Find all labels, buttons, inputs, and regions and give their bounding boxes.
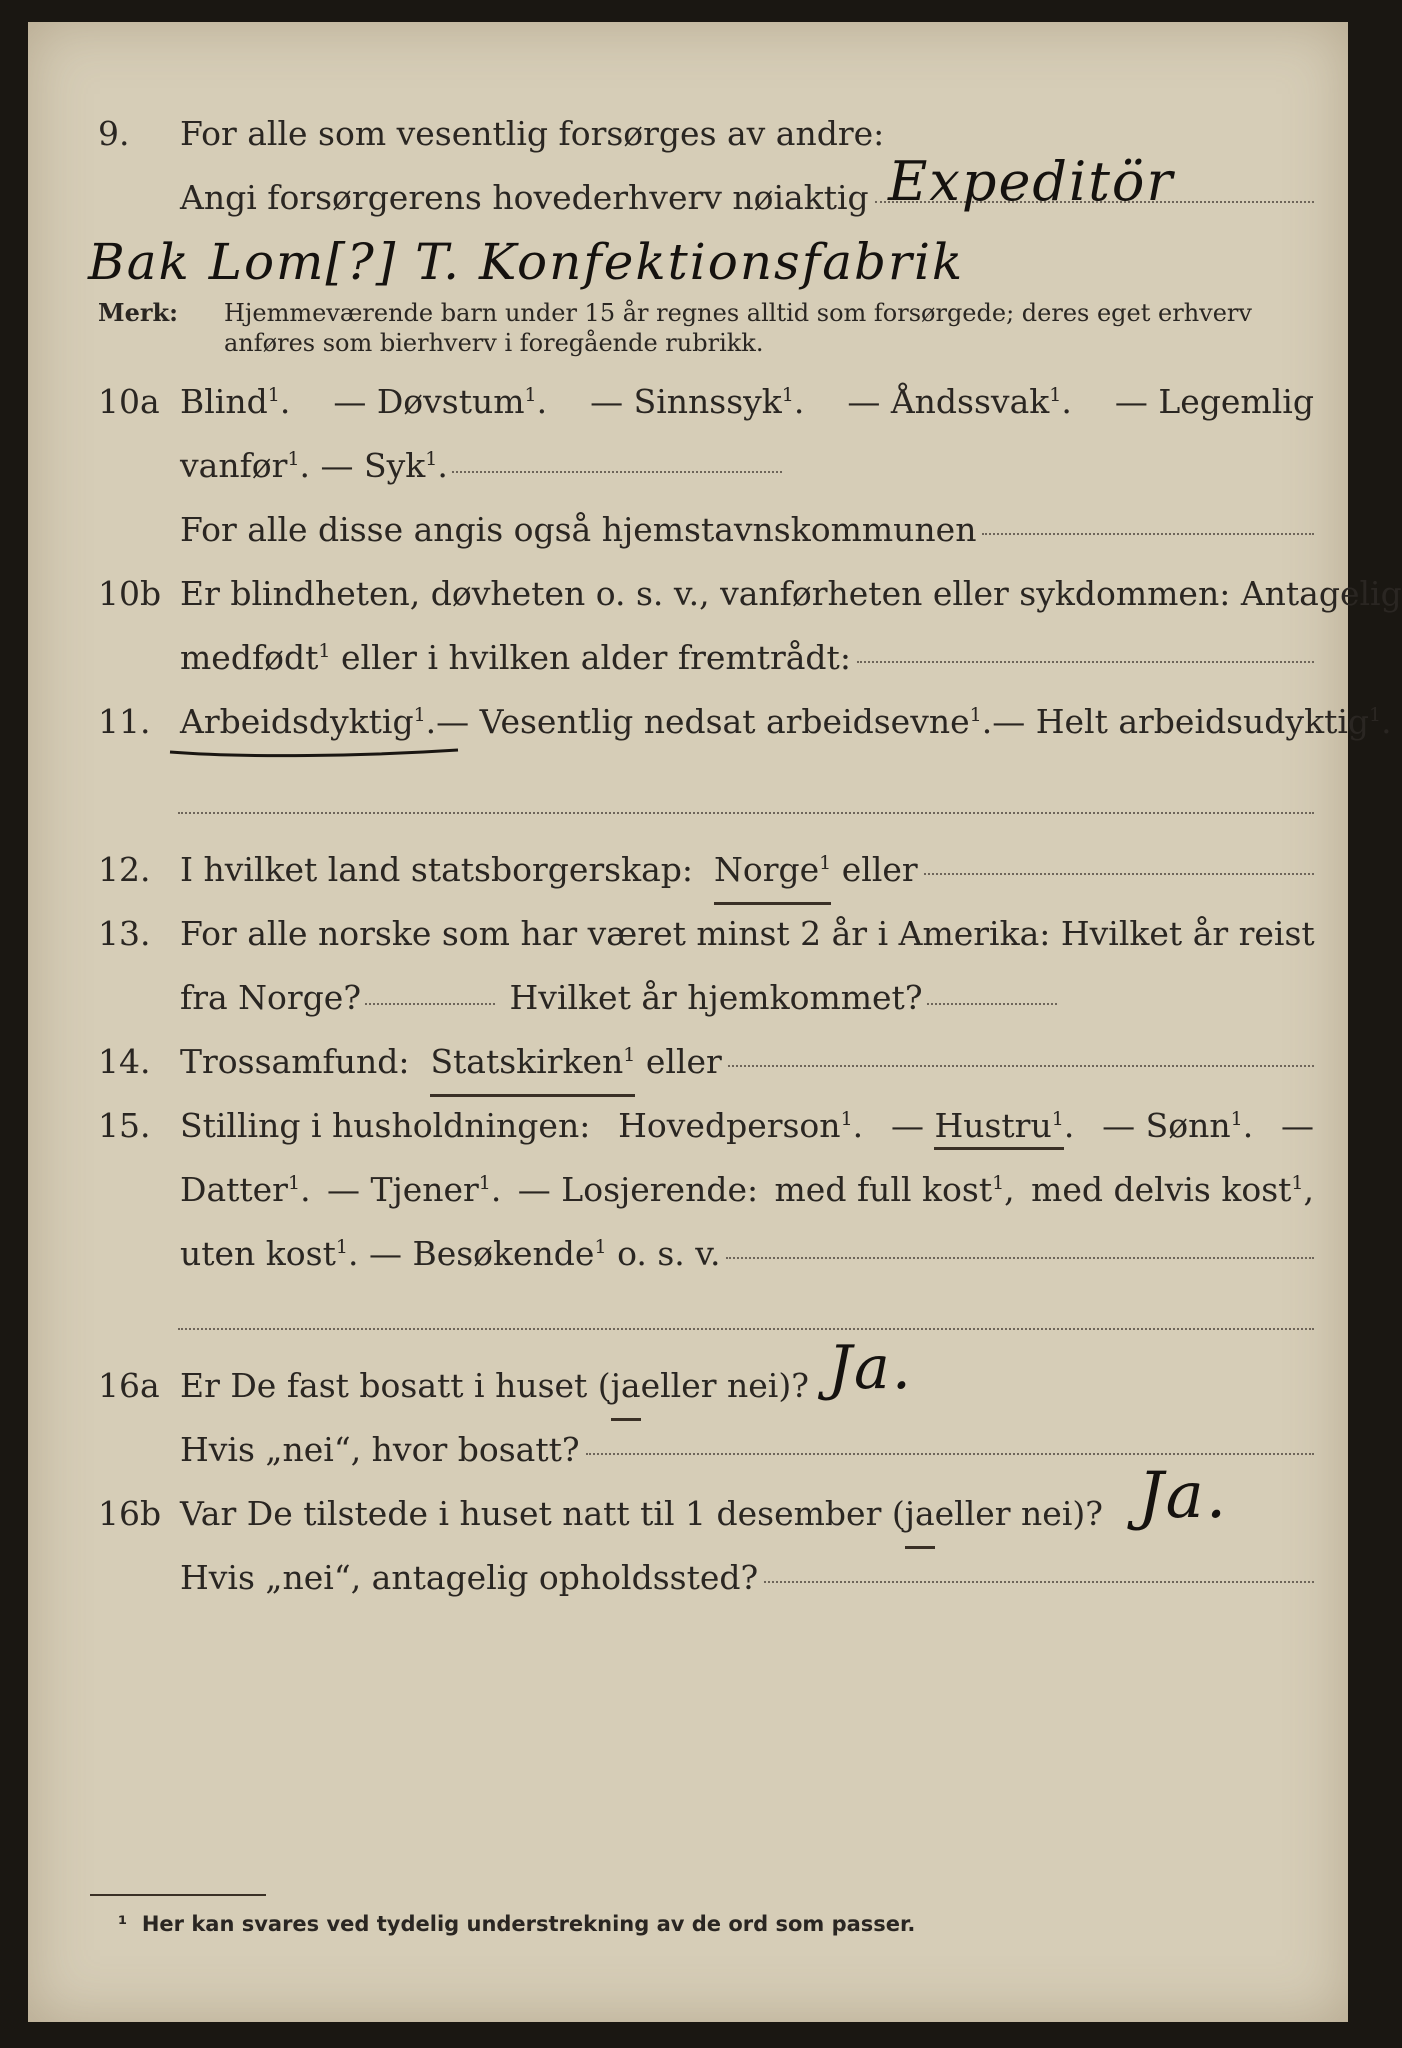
q16b-question-start: Var De tilstede i huset natt til 1 desember (	[180, 1494, 905, 1533]
opt-sonn: — Sønn$^1$.	[1102, 1106, 1254, 1145]
opt-hustru: Hustru$^1$	[934, 1106, 1063, 1150]
opt-syk: — Syk$^1$.	[320, 446, 448, 485]
opt-losjerende: — Losjerende:	[517, 1170, 759, 1209]
opt-blind: Blind$^1$.	[180, 382, 291, 421]
q16b-row-2	[28, 1548, 1348, 1608]
opt-vanfor: vanfør$^1$.	[180, 446, 311, 485]
q13-return-field[interactable]	[927, 969, 1057, 1005]
footnote-text: Her kan svares ved tydelig understrekning av de ord som passer.	[141, 1912, 916, 1936]
q13-number: 13.	[98, 914, 151, 953]
q16b-question-end: eller nei)?	[934, 1494, 1103, 1533]
note-label: Merk:	[98, 298, 178, 327]
q10a-home-municipality-field[interactable]	[982, 499, 1314, 535]
footnote-mark: ¹	[118, 1912, 128, 1936]
q15-row-1: 15. Stilling i husholdningen: Hovedperson$^1$. — Hustru$^1$. — Sønn$^1$. —	[28, 1096, 1348, 1156]
q13-return-label: Hvilket år hjemkommet?	[509, 978, 923, 1017]
opt-norge: Norge$^1$	[714, 840, 831, 905]
q13-left-field[interactable]	[365, 969, 495, 1005]
q10b-number: 10b	[98, 574, 162, 613]
note-line-2: anføres som bierhverv i foregående rubrikk.	[224, 329, 764, 357]
opt-arbeidsudyktig: — Helt arbeidsudyktig$^1$.	[992, 702, 1392, 741]
q16b-number: 16b	[98, 1494, 162, 1533]
q13-row-1	[28, 904, 1348, 964]
q9-question: For alle som vesentlig forsørges av andre:	[180, 114, 885, 153]
q14-other-field[interactable]	[728, 1031, 1314, 1067]
q10a-home-municipality-label: For alle disse angis også hjemstavnskommunen	[180, 510, 977, 549]
q12-or: eller	[841, 850, 918, 889]
q11-empty-line[interactable]	[178, 792, 1314, 814]
q14-row	[28, 1032, 1348, 1092]
census-form-page	[28, 22, 1402, 2022]
q10b-age-label: eller i hvilken alder fremtrådt:	[341, 638, 851, 677]
q15-row-3	[28, 1224, 1348, 1284]
q12-other-country-field[interactable]	[924, 839, 1314, 875]
opt-besokende: — Besøkende$^1$	[368, 1234, 607, 1273]
opt-arbeidsdyktig: Arbeidsdyktig$^1$.	[180, 702, 437, 741]
q15-empty-line[interactable]	[178, 1308, 1314, 1330]
opt-hovedperson: Hovedperson$^1$.	[618, 1106, 864, 1145]
q11-number: 11.	[98, 702, 151, 741]
q13-row-2	[28, 968, 1348, 1028]
q15-row-2	[28, 1160, 1348, 1220]
q10a-row-2	[28, 436, 1348, 496]
q9-handwritten-answer-occupation: Expeditör	[888, 150, 1175, 213]
opt-datter: Datter$^1$.	[180, 1170, 311, 1209]
q9-handwritten-answer-employer: Bak Lom[?] T. Konfektionsfabrik	[88, 233, 965, 291]
note-line-1: Hjemmeværende barn under 15 år regnes alltid som forsørgede; deres eget erhverv	[224, 299, 1252, 327]
q12-question: I hvilket land statsborgerskap:	[180, 850, 694, 889]
opt-uten-kost: uten kost$^1$.	[180, 1234, 359, 1273]
q13-left-label: fra Norge?	[180, 978, 362, 1017]
q9-number: 9.	[98, 114, 130, 153]
footnote-rule	[90, 1894, 266, 1896]
q16b-place-field[interactable]	[764, 1547, 1314, 1583]
q15-question: Stilling i husholdningen:	[180, 1106, 591, 1145]
q10a-row-1	[28, 372, 1348, 432]
q12-number: 12.	[98, 850, 151, 889]
opt-16a-ja: ja	[611, 1356, 641, 1421]
q10b-row-1	[28, 564, 1402, 624]
footnote	[118, 1912, 915, 1936]
q16b-place-label: Hvis „nei“, antagelig opholdssted?	[180, 1558, 759, 1597]
q10a-number: 10a	[98, 382, 160, 421]
q10b-age-field[interactable]	[857, 627, 1314, 663]
q16a-question-start: Er De fast bosatt i huset (	[180, 1366, 611, 1405]
q16a-where-field[interactable]	[586, 1419, 1314, 1455]
q15-etc: o. s. v.	[617, 1234, 721, 1273]
opt-statskirken: Statskirken$^1$	[430, 1032, 635, 1097]
q11-handwritten-underline	[166, 740, 466, 760]
q16a-row-1	[28, 1356, 1348, 1416]
q15-other-field[interactable]	[726, 1223, 1314, 1259]
q16a-handwritten-answer: Ja.	[828, 1333, 913, 1403]
q16a-question-end: eller nei)?	[640, 1366, 809, 1405]
opt-dovstum: — Døvstum$^1$.	[333, 382, 548, 421]
q16a-number: 16a	[98, 1366, 160, 1405]
opt-medfodt: medfødt$^1$	[180, 638, 331, 677]
opt-tjener: — Tjener$^1$.	[326, 1170, 502, 1209]
opt-16b-ja: ja	[905, 1484, 935, 1549]
q12-row	[28, 840, 1348, 900]
q15-number: 15.	[98, 1106, 151, 1145]
opt-nedsat: — Vesentlig nedsat arbeidsevne$^1$.	[436, 702, 993, 741]
q10b-row-2	[28, 628, 1348, 688]
q13-question: For alle norske som har været minst 2 år i Amerika: Hvilket år reist	[180, 914, 1315, 953]
q9-provider-label: Angi forsørgerens hovederhverv nøiaktig	[180, 178, 869, 217]
opt-legemlig: — Legemlig	[1114, 382, 1314, 421]
opt-andssvak: — Åndssvak$^1$.	[847, 382, 1072, 421]
opt-delvis-kost: med delvis kost$^1$,	[1031, 1170, 1314, 1209]
opt-sinnssyk: — Sinnssyk$^1$.	[590, 382, 805, 421]
q14-number: 14.	[98, 1042, 151, 1081]
q10a-syk-field[interactable]	[452, 437, 782, 473]
opt-full-kost: med full kost$^1$,	[774, 1170, 1015, 1209]
q10b-question: Er blindheten, døvheten o. s. v., vanførheten eller sykdommen: Antagelig	[180, 574, 1402, 613]
q14-question: Trossamfund:	[180, 1042, 410, 1081]
q16a-where-label: Hvis „nei“, hvor bosatt?	[180, 1430, 580, 1469]
q10a-row-3	[28, 500, 1348, 560]
q14-or: eller	[645, 1042, 722, 1081]
q16b-handwritten-answer: Ja.	[1138, 1459, 1229, 1533]
